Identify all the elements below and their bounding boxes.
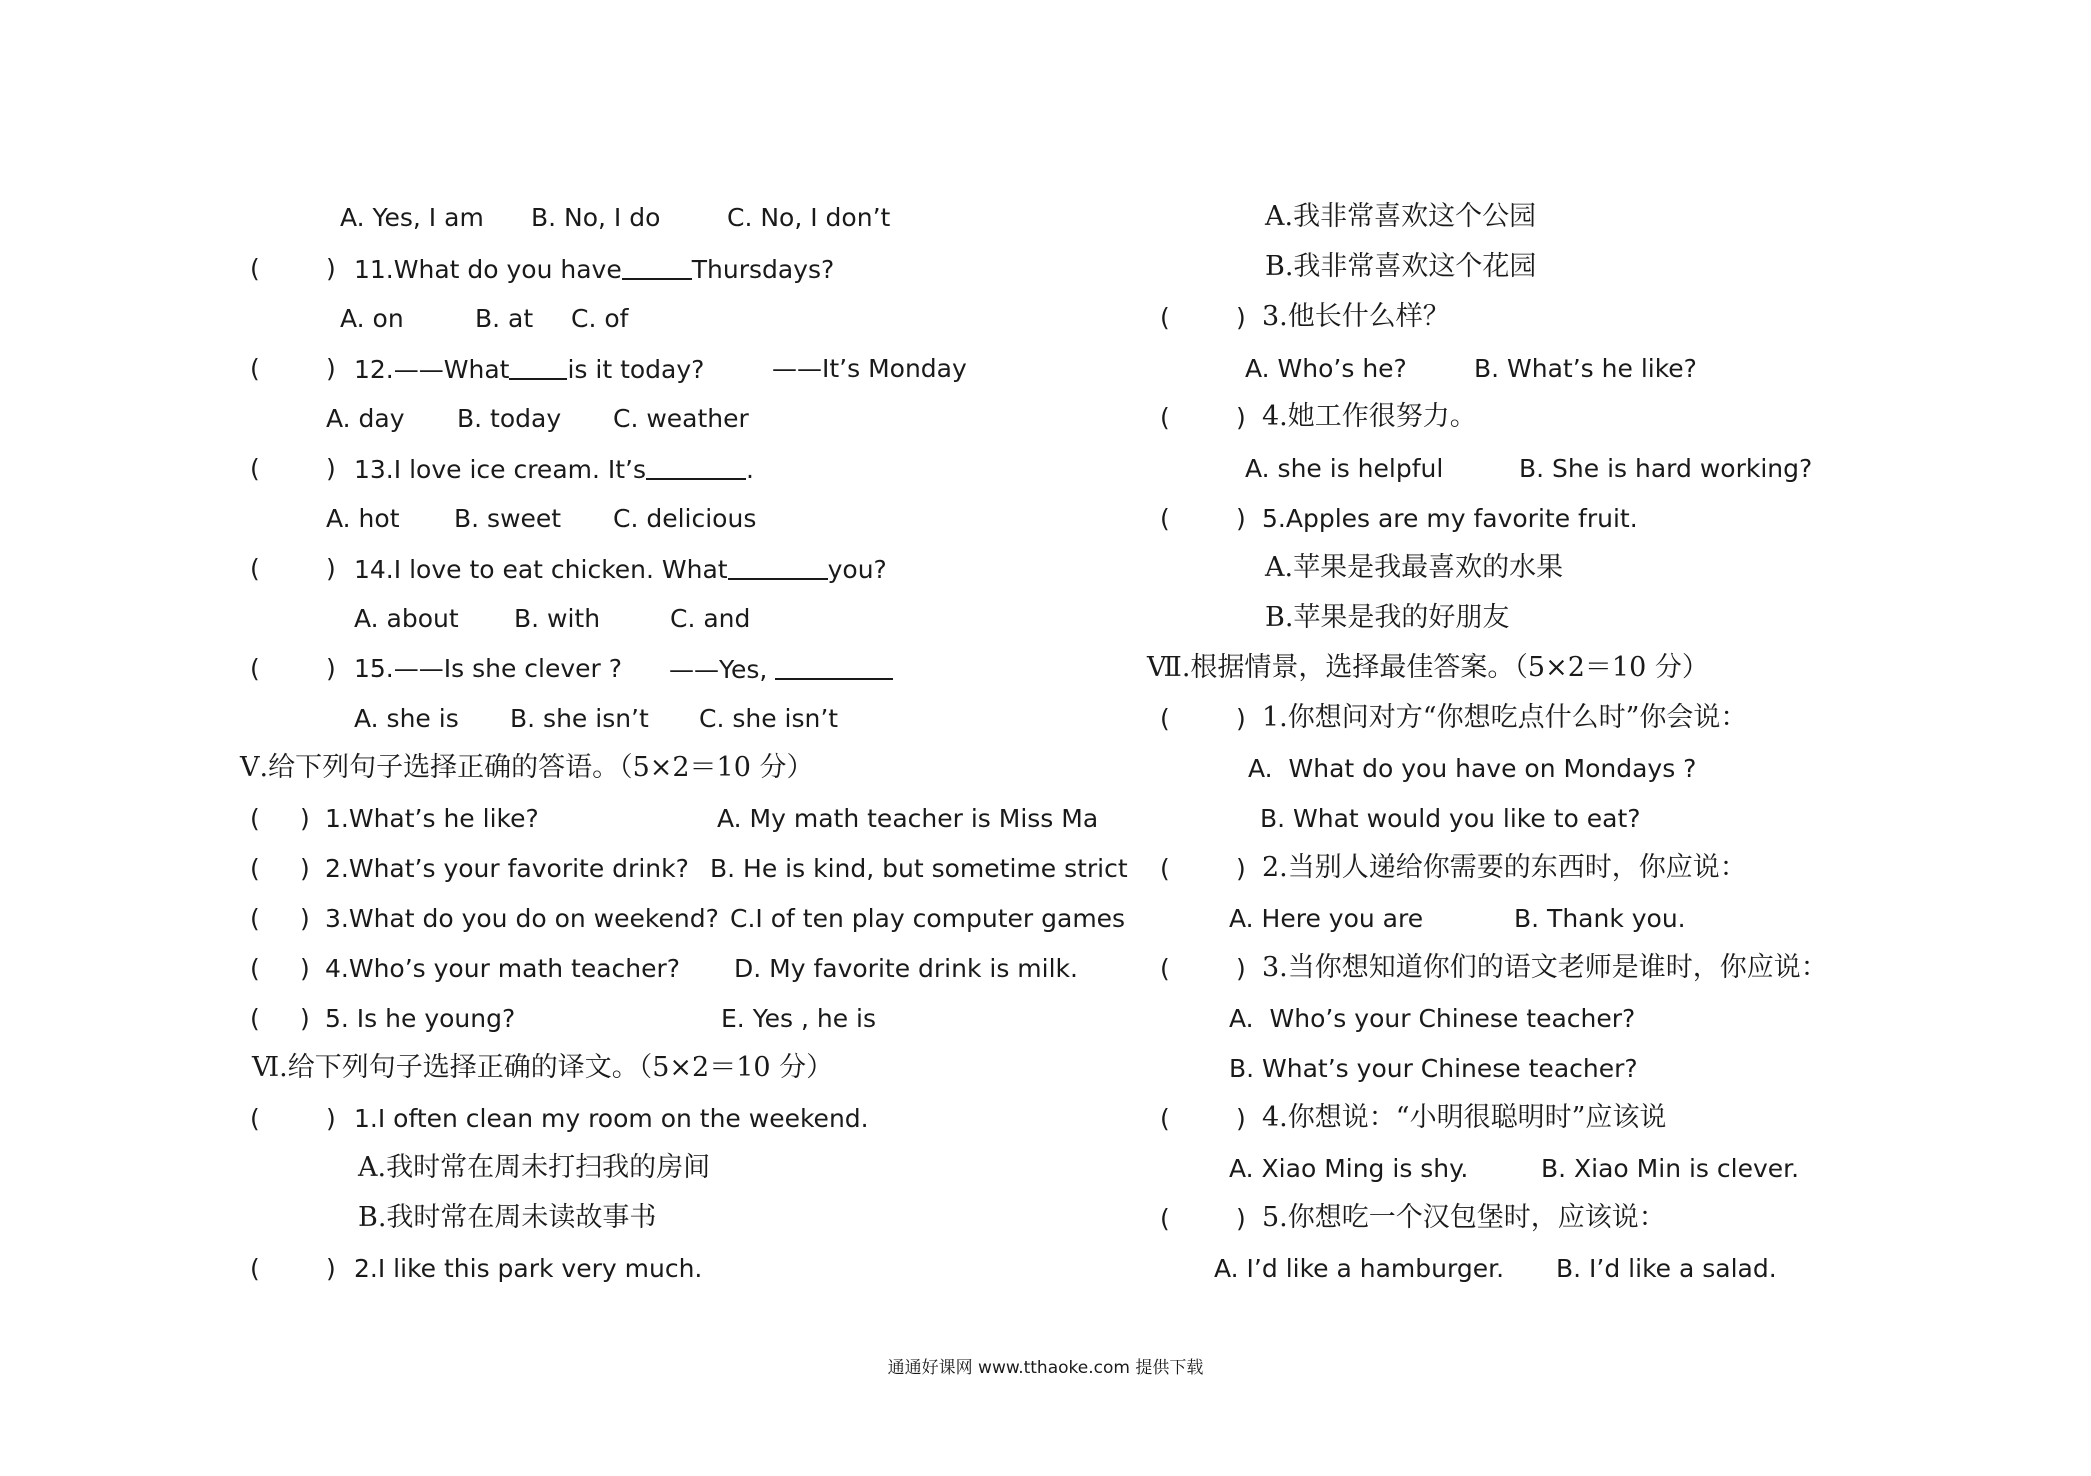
s5-q1-question: 1.What’s he like?: [325, 804, 539, 833]
q13-text-post: .: [746, 455, 754, 484]
s6-q3-paren-close: ): [1236, 303, 1246, 332]
s7-q3-option-b: B. What’s your Chinese teacher?: [1229, 1054, 1638, 1083]
q14-paren-open: (: [250, 554, 260, 583]
q12-paren-open: (: [250, 354, 260, 383]
q14-text-post: you?: [827, 555, 887, 584]
footer-source: 通通好课网 www.tthaoke.com 提供下载: [887, 1358, 1204, 1378]
s6-q5-paren-close: ): [1236, 504, 1246, 533]
q11-text-post: Thursdays?: [691, 255, 835, 284]
q12-option-a: A. day: [326, 404, 405, 433]
q14-blank[interactable]: [728, 554, 828, 580]
q12-option-b: B. today: [457, 404, 562, 433]
q13-paren-open: (: [250, 454, 260, 483]
s7-q2-paren-close: ): [1236, 854, 1246, 883]
q13-text-pre: 13.I love ice cream. It’s: [354, 455, 647, 484]
q15-option-a: A. she is: [354, 704, 459, 733]
s6-q4-text: 4.她工作很努力。: [1262, 401, 1477, 432]
s6-q3-text: 3.他长什么样？: [1262, 301, 1450, 332]
q12-answer: ——It’s Monday: [772, 354, 967, 383]
q11-text-pre: 11.What do you have: [354, 255, 622, 284]
s6-q4-option-b: B. She is hard working?: [1519, 454, 1813, 483]
s6-q5-option-b: B.苹果是我的好朋友: [1265, 602, 1510, 633]
q10-option-a: A. Yes, I am: [340, 203, 484, 232]
s7-q2-text: 2.当别人递给你需要的东西时，你应说：: [1262, 852, 1747, 883]
s5-answer-e: E. Yes , he is: [721, 1004, 877, 1033]
s6-q2-option-a: A.我非常喜欢这个公园: [1265, 201, 1537, 232]
s7-q4-option-a: A. Xiao Ming is shy.: [1229, 1154, 1469, 1183]
q11-option-a: A. on: [340, 304, 404, 333]
q13-option-a: A. hot: [326, 504, 400, 533]
section-7-heading: Ⅶ.根据情景，选择最佳答案。（5×2＝10 分）: [1147, 652, 1709, 683]
q12-text-post: is it today?: [567, 355, 705, 384]
q11-question: [354, 254, 834, 285]
s5-q3-paren-open: (: [250, 904, 260, 933]
s5-answer-c: C.I of ten play computer games: [730, 904, 1126, 933]
s7-q5-option-b: B. I’d like a salad.: [1556, 1254, 1777, 1283]
q14-paren-close: ): [326, 554, 336, 583]
q15-paren-close: ): [326, 654, 336, 683]
s7-q5-paren-open: (: [1160, 1204, 1170, 1233]
q15-option-c: C. she isn’t: [699, 704, 839, 733]
q11-blank[interactable]: [622, 254, 692, 280]
q12-question: [354, 354, 704, 385]
s5-answer-b: B. He is kind, but sometime strict: [710, 854, 1128, 883]
q15-answer-text: ——Yes,: [669, 655, 768, 684]
s5-q4-question: 4.Who’s your math teacher?: [325, 954, 681, 983]
q14-option-b: B. with: [514, 604, 601, 633]
s6-q1-option-b: B.我时常在周未读故事书: [358, 1202, 657, 1233]
q11-option-c: C. of: [571, 304, 629, 333]
s7-q1-option-a: A. What do you have on Mondays ?: [1248, 754, 1697, 783]
s5-q5-question: 5. Is he young?: [325, 1004, 516, 1033]
s6-q3-option-b: B. What’s he like?: [1474, 354, 1697, 383]
s7-q1-paren-close: ): [1236, 704, 1246, 733]
s6-q5-text: 5.Apples are my favorite fruit.: [1262, 504, 1638, 533]
q12-paren-close: ): [326, 354, 336, 383]
q11-paren-open: (: [250, 254, 260, 283]
section-6-heading: Ⅵ.给下列句子选择正确的译文。（5×2＝10 分）: [252, 1052, 834, 1083]
s6-q3-paren-open: (: [1160, 303, 1170, 332]
s7-q1-paren-open: (: [1160, 704, 1170, 733]
s5-q2-question: 2.What’s your favorite drink?: [325, 854, 689, 883]
q13-option-c: C. delicious: [613, 504, 757, 533]
s7-q3-text: 3.当你想知道你们的语文老师是谁时，你应说：: [1262, 952, 1828, 983]
s6-q5-paren-open: (: [1160, 504, 1170, 533]
s6-q1-paren-close: ): [326, 1104, 336, 1133]
s7-q3-option-a: A. Who’s your Chinese teacher?: [1229, 1004, 1636, 1033]
s5-q4-paren-open: (: [250, 954, 260, 983]
q12-option-c: C. weather: [613, 404, 749, 433]
s6-q4-paren-open: (: [1160, 403, 1170, 432]
s5-q2-paren-close: ): [300, 854, 310, 883]
s6-q2-paren-open: (: [250, 1254, 260, 1283]
s6-q2-text: 2.I like this park very much.: [354, 1254, 703, 1283]
q15-option-b: B. she isn’t: [510, 704, 649, 733]
q12-text-pre: 12.——What: [354, 355, 510, 384]
s5-q1-paren-open: (: [250, 804, 260, 833]
s6-q3-option-a: A. Who’s he?: [1245, 354, 1407, 383]
q10-option-c: C. No, I don’t: [727, 203, 891, 232]
q14-question: [354, 554, 887, 585]
s6-q2-option-b: B.我非常喜欢这个花园: [1265, 251, 1537, 282]
s7-q4-paren-close: ): [1236, 1104, 1246, 1133]
q15-blank[interactable]: [775, 654, 893, 680]
s7-q5-option-a: A. I’d like a hamburger.: [1214, 1254, 1505, 1283]
s7-q2-paren-open: (: [1160, 854, 1170, 883]
q11-paren-close: ): [326, 254, 336, 283]
q13-blank[interactable]: [646, 454, 746, 480]
q14-option-c: C. and: [670, 604, 751, 633]
s7-q5-text: 5.你想吃一个汉包堡时，应该说：: [1262, 1202, 1666, 1233]
q11-option-b: B. at: [475, 304, 534, 333]
s6-q1-paren-open: (: [250, 1104, 260, 1133]
s5-q3-paren-close: ): [300, 904, 310, 933]
q13-paren-close: ): [326, 454, 336, 483]
s7-q3-paren-close: ): [1236, 954, 1246, 983]
s5-q5-paren-open: (: [250, 1004, 260, 1033]
s7-q2-option-b: B. Thank you.: [1514, 904, 1686, 933]
s7-q4-text: 4.你想说：“小明很聪明时”应该说: [1262, 1102, 1667, 1133]
s7-q1-text: 1.你想问对方“你想吃点什么时”你会说：: [1262, 702, 1748, 733]
q14-text-pre: 14.I love to eat chicken. What: [354, 555, 728, 584]
q15-answer: [669, 654, 893, 685]
section-5-heading: Ⅴ.给下列句子选择正确的答语。（5×2＝10 分）: [240, 752, 814, 783]
s6-q4-option-a: A. she is helpful: [1245, 454, 1444, 483]
s7-q2-option-a: A. Here you are: [1229, 904, 1424, 933]
q10-option-b: B. No, I do: [531, 203, 661, 232]
q14-option-a: A. about: [354, 604, 459, 633]
s5-answer-d: D. My favorite drink is milk.: [734, 954, 1078, 983]
q13-question: [354, 454, 754, 485]
s5-answer-a: A. My math teacher is Miss Ma: [717, 804, 1099, 833]
s5-q1-paren-close: ): [300, 804, 310, 833]
q15-question: 15.——Is she clever ?: [354, 654, 623, 683]
s7-q1-option-b: B. What would you like to eat?: [1260, 804, 1641, 833]
s5-q3-question: 3.What do you do on weekend?: [325, 904, 719, 933]
s6-q5-option-a: A.苹果是我最喜欢的水果: [1265, 552, 1564, 583]
s6-q1-text: 1.I often clean my room on the weekend.: [354, 1104, 869, 1133]
s7-q5-paren-close: ): [1236, 1204, 1246, 1233]
s7-q3-paren-open: (: [1160, 954, 1170, 983]
s7-q4-paren-open: (: [1160, 1104, 1170, 1133]
q12-blank[interactable]: [509, 354, 567, 380]
s7-q4-option-b: B. Xiao Min is clever.: [1541, 1154, 1800, 1183]
s6-q1-option-a: A.我时常在周未打扫我的房间: [358, 1152, 711, 1183]
s6-q2-paren-close: ): [326, 1254, 336, 1283]
s5-q4-paren-close: ): [300, 954, 310, 983]
q15-paren-open: (: [250, 654, 260, 683]
s5-q2-paren-open: (: [250, 854, 260, 883]
q13-option-b: B. sweet: [454, 504, 562, 533]
s6-q4-paren-close: ): [1236, 403, 1246, 432]
s5-q5-paren-close: ): [300, 1004, 310, 1033]
